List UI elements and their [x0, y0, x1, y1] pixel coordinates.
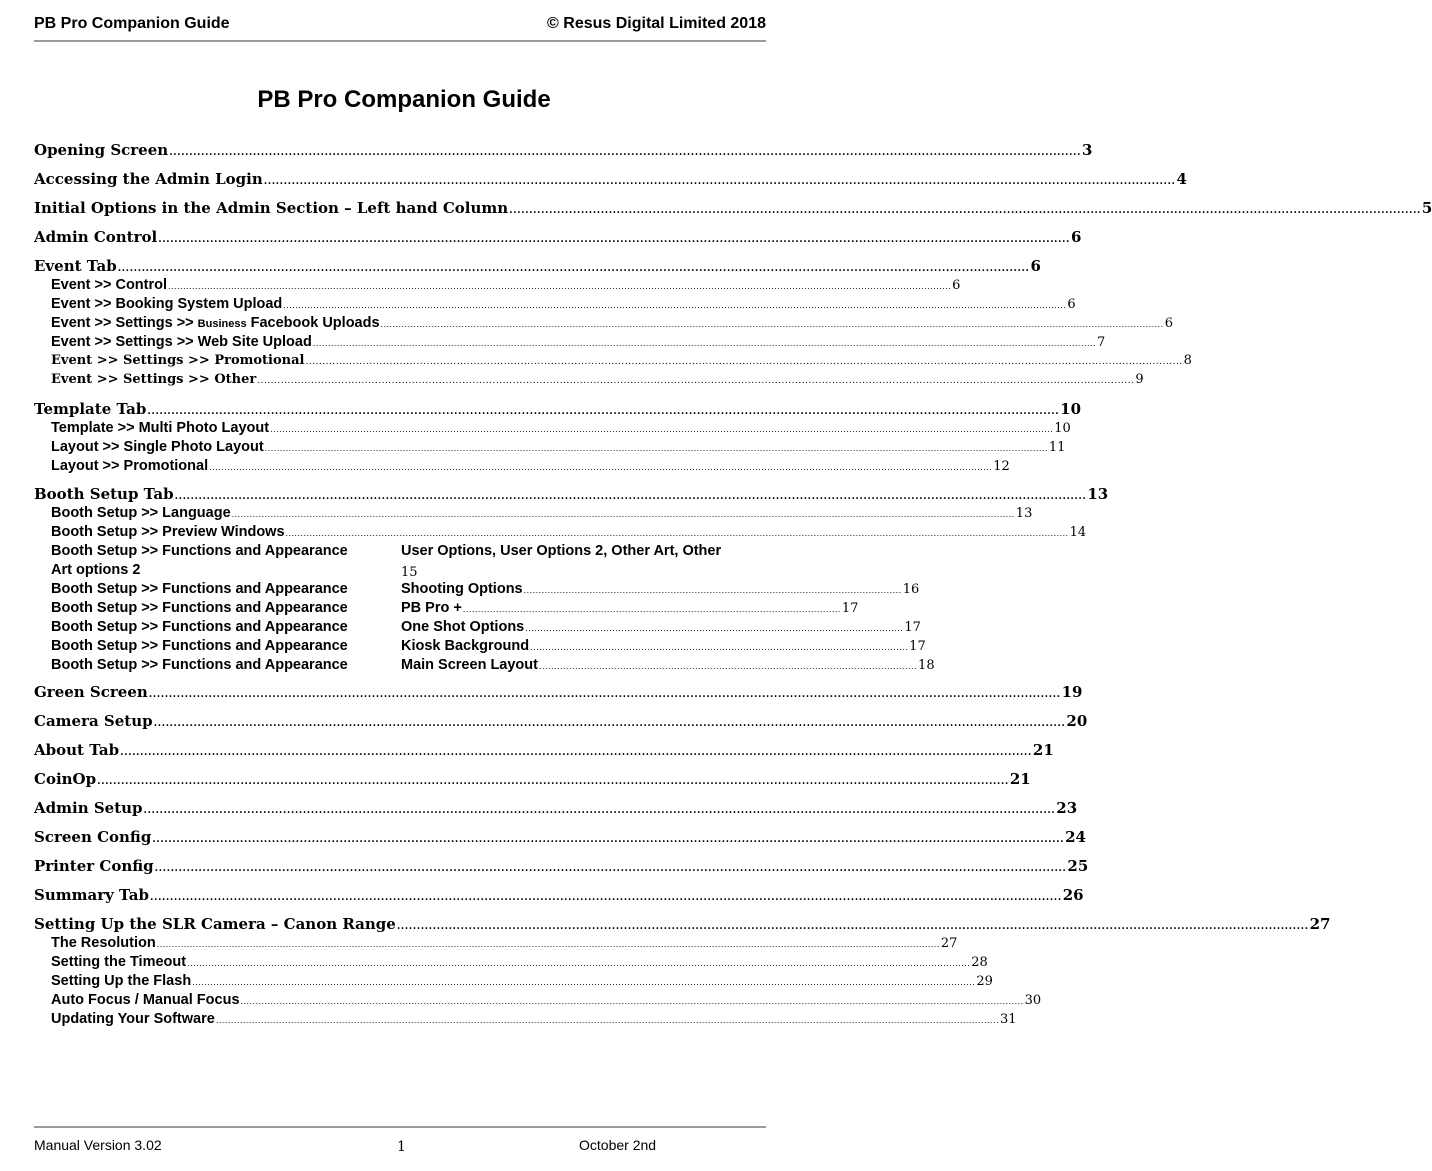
toc-entry-page: 5 [1421, 199, 1432, 217]
footer-rule [34, 1126, 766, 1128]
toc-entry[interactable]: Admin Control ..................................................................................................................................................................................................................................... 6 [34, 228, 1082, 246]
toc-entry-page: 13 [1015, 506, 1033, 521]
page-footer [34, 1137, 766, 1159]
toc-entry-text: Event Tab [34, 257, 117, 275]
toc-entry-page: 23 [1056, 799, 1078, 817]
toc-entry-text: Event >> Settings >> Business Facebook Uploads [51, 315, 380, 331]
toc-entry-text: Template Tab [34, 400, 147, 418]
toc-entry[interactable]: Opening Screen ..................................................................................................................................................................................................................................... 3 [34, 141, 1093, 159]
toc-entry[interactable]: Accessing the Admin Login ..................................................................................................................................................................................................................................... 4 [34, 170, 1187, 188]
toc-entry-text: Opening Screen [34, 141, 169, 159]
toc-entry-text: Event >> Settings >> Web Site Upload [51, 334, 312, 350]
toc-entry-page: 19 [1061, 683, 1083, 701]
toc-entry-subtext: Main Screen Layout [401, 657, 538, 673]
footer-version: Manual Version 3.02 [34, 1137, 162, 1153]
toc-entry-page: 26 [1062, 886, 1084, 904]
toc-entry-text: Camera Setup [34, 712, 153, 730]
toc-entry-text: Auto Focus / Manual Focus [51, 992, 240, 1008]
toc-entry-text: Setting Up the Flash [51, 973, 192, 989]
toc-entry[interactable]: Layout >> Promotional ..................................................................................................................................................................................................................................................................... 12 [51, 458, 1010, 474]
page-number: 1 [397, 1139, 406, 1155]
toc-entry-text: Booth Setup >> Functions and Appearance [51, 581, 348, 597]
toc-entry[interactable]: Event >> Settings >> Business Facebook Uploads ..................................................................................................................................................................................................................................................................... 6 [51, 315, 1173, 331]
header-right: © Resus Digital Limited 2018 [547, 15, 766, 32]
toc-entry-text: Setting Up the SLR Camera – Canon Range [34, 915, 396, 933]
toc-entry[interactable]: Admin Setup ..................................................................................................................................................................................................................................... 23 [34, 799, 1078, 817]
toc-entry-page: 27 [1309, 915, 1331, 933]
toc-entry[interactable]: Setting Up the Flash ..................................................................................................................................................................................................................................................................... 29 [51, 973, 993, 989]
toc-entry-page: 20 [1066, 712, 1088, 730]
toc-entry-text: Screen Config [34, 828, 152, 846]
toc-entry-text: Setting the Timeout [51, 954, 187, 970]
toc-entry[interactable]: Event >> Control ..................................................................................................................................................................................................................................................................... 6 [51, 277, 961, 293]
toc-entry-text: Booth Setup >> Functions and Appearance [51, 543, 348, 559]
toc-entry-page: 6 [1030, 257, 1041, 275]
toc-entry[interactable]: Updating Your Software ..................................................................................................................................................................................................................................................................... 31 [51, 1011, 1017, 1027]
toc-entry[interactable]: Template Tab ..................................................................................................................................................................................................................................... 10 [34, 400, 1082, 418]
toc-entry-text-continued: Art options 2 [51, 562, 141, 578]
toc-entry[interactable]: The Resolution ..................................................................................................................................................................................................................................................................... 27 [51, 935, 958, 951]
toc-entry-page: 29 [976, 974, 993, 989]
header-left: PB Pro Companion Guide [34, 15, 230, 32]
toc-entry[interactable]: Event >> Settings >> Other ..................................................................................................................................................................................................................................................................... 9 [51, 372, 1144, 387]
toc-entry[interactable]: Booth Setup >> Functions and Appearance One Shot Options .............................................................................................................................. 17 [51, 619, 921, 635]
toc-entry-text: Booth Setup >> Functions and Appearance [51, 638, 348, 654]
toc-entry-text: Event >> Booking System Upload [51, 296, 283, 312]
toc-entry[interactable] [51, 543, 777, 581]
toc-entry-page: 24 [1065, 828, 1086, 846]
toc-entry-text: Initial Options in the Admin Section – Left hand Column [34, 199, 509, 217]
toc-entry[interactable]: Booth Setup Tab ..................................................................................................................................................................................................................................... 13 [34, 485, 1109, 503]
toc-entry-page: 6 [1070, 228, 1082, 246]
toc-entry-page: 21 [1009, 770, 1031, 788]
header-rule [34, 40, 766, 42]
toc-entry[interactable]: Printer Config ..................................................................................................................................................................................................................................... 25 [34, 857, 1089, 875]
toc-entry-text: CoinOp [34, 770, 97, 788]
toc-entry-page: 7 [1096, 335, 1106, 350]
toc-entry[interactable]: About Tab ..................................................................................................................................................................................................................................... 21 [34, 741, 1054, 759]
toc-entry-text: Booth Setup Tab [34, 485, 174, 503]
toc-entry-page: 17 [909, 639, 926, 654]
toc-entry-text: Booth Setup >> Functions and Appearance [51, 600, 348, 616]
toc-entry[interactable]: Template >> Multi Photo Layout ..................................................................................................................................................................................................................................................................... 10 [51, 420, 1071, 436]
toc-entry-subtext: Shooting Options [401, 581, 523, 597]
toc-entry[interactable]: Event >> Booking System Upload ..................................................................................................................................................................................................................................................................... 6 [51, 296, 1076, 312]
toc-entry-page: 10 [1060, 400, 1082, 418]
toc-entry[interactable]: Initial Options in the Admin Section – Left hand Column ..................................................................................................................................................................................................................................... 5 [34, 199, 1432, 217]
toc-entry-page: 27 [940, 936, 958, 951]
toc-entry[interactable]: Summary Tab ..................................................................................................................................................................................................................................... 26 [34, 886, 1084, 904]
toc-entry-text: Booth Setup >> Functions and Appearance [51, 657, 348, 673]
toc-entry[interactable]: Setting the Timeout ..................................................................................................................................................................................................................................................................... 28 [51, 954, 988, 970]
toc-entry-page: 6 [1067, 297, 1076, 312]
toc-entry[interactable]: Auto Focus / Manual Focus ..................................................................................................................................................................................................................................................................... 30 [51, 992, 1042, 1008]
toc-entry[interactable]: Booth Setup >> Preview Windows ..................................................................................................................................................................................................................................................................... 14 [51, 524, 1087, 540]
toc-entry-text: Layout >> Single Photo Layout [51, 439, 264, 455]
toc-entry-text: About Tab [34, 741, 120, 759]
toc-entry-text: Template >> Multi Photo Layout [51, 420, 270, 436]
toc-entry[interactable]: Booth Setup >> Functions and Appearance PB Pro + .............................................................................................................................. 17 [51, 600, 859, 616]
toc-entry-page: 6 [952, 278, 961, 293]
toc-entry-page: 11 [1048, 440, 1066, 455]
toc-entry-text: Booth Setup >> Language [51, 505, 231, 521]
toc-entry-text: The Resolution [51, 935, 156, 951]
footer-date: October 2nd [579, 1137, 657, 1153]
toc-entry[interactable]: Screen Config ..................................................................................................................................................................................................................................... 24 [34, 828, 1086, 846]
toc-entry-subtext: Kiosk Background [401, 638, 530, 654]
toc-entry-text: Summary Tab [34, 886, 149, 904]
toc-entry-text: Event >> Settings >> Other [51, 372, 257, 387]
toc-entry-text: Printer Config [34, 857, 154, 875]
toc-entry-text: Admin Setup [34, 799, 143, 817]
toc-entry[interactable]: Camera Setup ..................................................................................................................................................................................................................................... 20 [34, 712, 1088, 730]
toc-entry[interactable]: Booth Setup >> Functions and Appearance Shooting Options .............................................................................................................................. 16 [51, 581, 920, 597]
page-title: PB Pro Companion Guide [257, 86, 551, 113]
toc-entry-page: 14 [1069, 525, 1087, 540]
page-header [34, 13, 766, 39]
toc-entry-page: 9 [1135, 372, 1144, 387]
toc-entry-text: Layout >> Promotional [51, 458, 209, 474]
toc-entry-text: Event >> Settings >> Promotional [51, 353, 305, 368]
toc-entry[interactable]: Event >> Settings >> Web Site Upload ..................................................................................................................................................................................................................................................................... 7 [51, 334, 1106, 350]
toc-entry[interactable]: Layout >> Single Photo Layout ..................................................................................................................................................................................................................................................................... 11 [51, 439, 1066, 455]
toc-entry-page: 13 [1087, 485, 1109, 503]
toc-entry-text: Event >> Control [51, 277, 168, 293]
toc-entry[interactable]: Setting Up the SLR Camera – Canon Range ..................................................................................................................................................................................................................................... 27 [34, 915, 1331, 933]
toc-entry-text: Booth Setup >> Functions and Appearance [51, 619, 348, 635]
toc-entry-page: 17 [841, 601, 859, 616]
toc-entry-subtext: One Shot Options [401, 619, 525, 635]
toc-entry[interactable]: Booth Setup >> Functions and Appearance Main Screen Layout .............................................................................................................................. 18 [51, 657, 935, 673]
toc-entry[interactable]: Booth Setup >> Language ..................................................................................................................................................................................................................................................................... 13 [51, 505, 1033, 521]
toc-entry[interactable]: Green Screen ..................................................................................................................................................................................................................................... 19 [34, 683, 1083, 701]
toc-entry-page: 8 [1183, 353, 1192, 368]
toc-entry-page: 28 [971, 955, 988, 970]
toc-entry[interactable]: Booth Setup >> Functions and Appearance Kiosk Background .............................................................................................................................. 17 [51, 638, 926, 654]
toc-entry-page: 10 [1054, 421, 1071, 436]
toc-entry-text: Booth Setup >> Preview Windows [51, 524, 285, 540]
toc-entry[interactable]: Event >> Settings >> Promotional ..................................................................................................................................................................................................................................................................... 8 [51, 353, 1192, 368]
toc-entry[interactable]: CoinOp ..................................................................................................................................................................................................................................... 21 [34, 770, 1031, 788]
toc-entry-page: 30 [1024, 993, 1042, 1008]
toc-entry-page: 31 [999, 1012, 1017, 1027]
toc-entry-text: Admin Control [34, 228, 158, 246]
toc-entry-page: 15 [401, 565, 418, 580]
toc-entry-subtext: User Options, User Options 2, Other Art, Other [401, 543, 722, 559]
toc-entry[interactable]: Event Tab ..................................................................................................................................................................................................................................... 6 [34, 257, 1041, 275]
toc-entry-text: Updating Your Software [51, 1011, 215, 1027]
toc-entry-text: Accessing the Admin Login [34, 170, 263, 188]
toc-entry-page: 3 [1081, 141, 1093, 159]
toc-entry-page: 25 [1067, 857, 1089, 875]
toc-entry-page: 16 [902, 582, 920, 597]
toc-entry-page: 4 [1176, 170, 1187, 188]
toc-entry-page: 18 [918, 658, 935, 673]
toc-entry-page: 21 [1032, 741, 1054, 759]
toc-entry-page: 17 [904, 620, 921, 635]
toc-entry-text: Green Screen [34, 683, 148, 701]
toc-entry-page: 12 [993, 459, 1010, 474]
toc-entry-subtext: PB Pro + [401, 600, 462, 616]
toc-entry-page: 6 [1164, 316, 1173, 331]
